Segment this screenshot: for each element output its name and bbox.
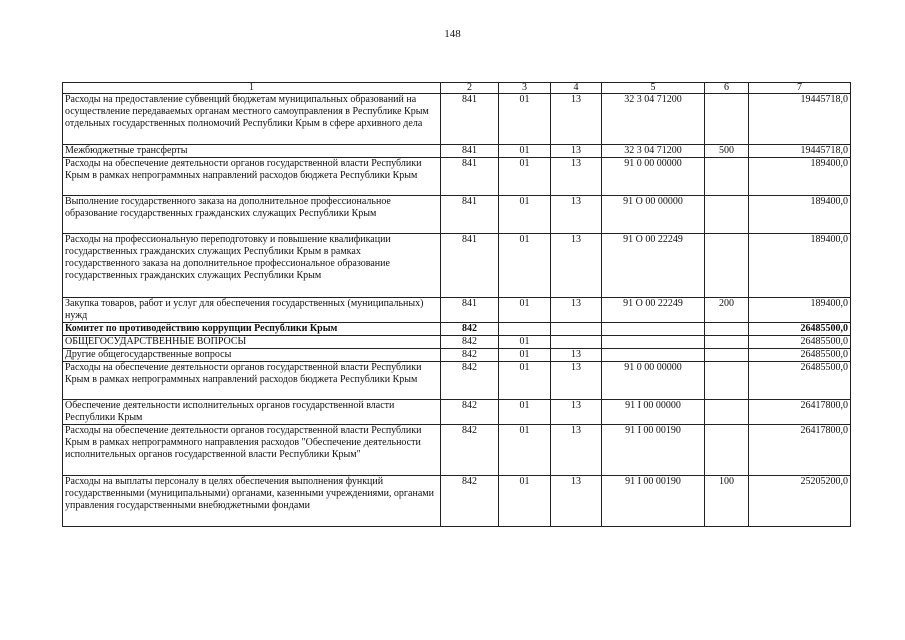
row-target-article: 91 О 00 00000 [602,196,705,234]
table-row [63,362,851,400]
row-expense-type [705,158,749,196]
row-ministry-code: 841 [441,298,499,323]
row-name: Обеспечение деятельности исполнительных органов государственной власти Республики Крым [63,400,441,425]
row-amount: 189400,0 [749,158,851,196]
row-ministry-code: 841 [441,94,499,145]
row-amount: 26485500,0 [749,349,851,362]
row-subsection-code [551,323,602,336]
row-subsection-code: 13 [551,145,602,158]
row-target-article: 91 О 00 22249 [602,234,705,298]
row-amount: 19445718,0 [749,145,851,158]
row-expense-type [705,234,749,298]
row-name: Другие общегосударственные вопросы [63,349,441,362]
row-target-article [602,323,705,336]
row-expense-type [705,349,749,362]
table-row [63,400,851,425]
table-row [63,94,851,145]
row-ministry-code: 842 [441,323,499,336]
row-expense-type [705,362,749,400]
row-target-article: 32 3 04 71200 [602,94,705,145]
row-amount: 26417800,0 [749,425,851,476]
row-ministry-code: 842 [441,476,499,527]
row-section-code: 01 [499,336,551,349]
row-ministry-code: 842 [441,362,499,400]
table-row [63,476,851,527]
row-target-article [602,336,705,349]
header-col-4: 4 [551,83,602,94]
row-ministry-code: 842 [441,336,499,349]
row-expense-type [705,336,749,349]
row-section-code: 01 [499,196,551,234]
row-target-article: 91 0 00 00000 [602,158,705,196]
row-subsection-code: 13 [551,400,602,425]
row-subsection-code: 13 [551,94,602,145]
row-subsection-code: 13 [551,234,602,298]
row-expense-type: 100 [705,476,749,527]
row-section-code: 01 [499,400,551,425]
row-section-code: 01 [499,145,551,158]
row-section-code: 01 [499,158,551,196]
table-row [63,349,851,362]
row-ministry-code: 841 [441,196,499,234]
row-expense-type [705,425,749,476]
table-row [63,323,851,336]
row-amount: 26417800,0 [749,400,851,425]
row-amount: 25205200,0 [749,476,851,527]
row-name: ОБЩЕГОСУДАРСТВЕННЫЕ ВОПРОСЫ [63,336,441,349]
row-target-article: 91 О 00 22249 [602,298,705,323]
row-name: Выполнение государственного заказа на дополнительное профессиональное образование государственных гражданских служащих Республики Крым [63,196,441,234]
row-amount: 189400,0 [749,196,851,234]
header-col-2: 2 [441,83,499,94]
header-col-5: 5 [602,83,705,94]
row-target-article [602,349,705,362]
table-row [63,336,851,349]
row-amount: 26485500,0 [749,323,851,336]
row-ministry-code: 842 [441,400,499,425]
row-section-code: 01 [499,234,551,298]
row-name: Межбюджетные трансферты [63,145,441,158]
row-amount: 189400,0 [749,298,851,323]
row-name: Комитет по противодействию коррупции Республики Крым [63,323,441,336]
row-amount: 19445718,0 [749,94,851,145]
row-subsection-code: 13 [551,298,602,323]
row-section-code: 01 [499,476,551,527]
row-subsection-code: 13 [551,362,602,400]
row-ministry-code: 842 [441,425,499,476]
header-col-1: 1 [63,83,441,94]
row-name: Расходы на обеспечение деятельности органов государственной власти Республики Крым в рамках непрограммного направления расходов "Обеспечение деятельности исполнительных органов государственной власти Республики Крым" [63,425,441,476]
row-expense-type [705,196,749,234]
row-target-article: 91 I 00 00000 [602,400,705,425]
row-expense-type [705,400,749,425]
header-row [63,83,851,94]
table-row [63,158,851,196]
table-row [63,234,851,298]
row-section-code: 01 [499,362,551,400]
row-target-article: 91 0 00 00000 [602,362,705,400]
row-target-article: 32 3 04 71200 [602,145,705,158]
row-ministry-code: 841 [441,145,499,158]
row-name: Расходы на профессиональную переподготовку и повышение квалификации государственных гражданских служащих Республики Крым в рамках государственного заказа на дополнительное профессиональное образование государственных гражданских служащих Республики Крым [63,234,441,298]
row-subsection-code: 13 [551,425,602,476]
row-target-article: 91 I 00 00190 [602,476,705,527]
table-row [63,425,851,476]
table-row [63,145,851,158]
row-subsection-code: 13 [551,476,602,527]
row-expense-type: 200 [705,298,749,323]
page-number: 148 [444,28,461,40]
row-name: Расходы на обеспечение деятельности органов государственной власти Республики Крым в рамках непрограммных направлений расходов бюджета Республики Крым [63,362,441,400]
header-col-3: 3 [499,83,551,94]
row-target-article: 91 I 00 00190 [602,425,705,476]
row-section-code: 01 [499,298,551,323]
row-section-code: 01 [499,94,551,145]
header-col-6: 6 [705,83,749,94]
header-col-7: 7 [749,83,851,94]
row-section-code: 01 [499,349,551,362]
row-expense-type [705,323,749,336]
row-name: Расходы на предоставление субвенций бюджетам муниципальных образований на осуществление передаваемых органам местного самоуправления в Республике Крым отдельных государственных полномочий Республики Крым в сфере архивного дела [63,94,441,145]
row-ministry-code: 842 [441,349,499,362]
row-name: Закупка товаров, работ и услуг для обеспечения государственных (муниципальных) нужд [63,298,441,323]
row-amount: 26485500,0 [749,362,851,400]
budget-table [62,82,851,527]
row-ministry-code: 841 [441,234,499,298]
row-expense-type: 500 [705,145,749,158]
row-amount: 26485500,0 [749,336,851,349]
row-expense-type [705,94,749,145]
row-section-code [499,323,551,336]
row-subsection-code: 13 [551,349,602,362]
row-subsection-code: 13 [551,196,602,234]
table-row [63,196,851,234]
table-row [63,298,851,323]
row-amount: 189400,0 [749,234,851,298]
row-section-code: 01 [499,425,551,476]
row-name: Расходы на выплаты персоналу в целях обеспечения выполнения функций государственными (муниципальными) органами, казенными учреждениями, органами управления государственными внебюджетными фондами [63,476,441,527]
row-subsection-code: 13 [551,158,602,196]
row-name: Расходы на обеспечение деятельности органов государственной власти Республики Крым в рамках непрограммных направлений расходов бюджета Республики Крым [63,158,441,196]
row-subsection-code [551,336,602,349]
row-ministry-code: 841 [441,158,499,196]
